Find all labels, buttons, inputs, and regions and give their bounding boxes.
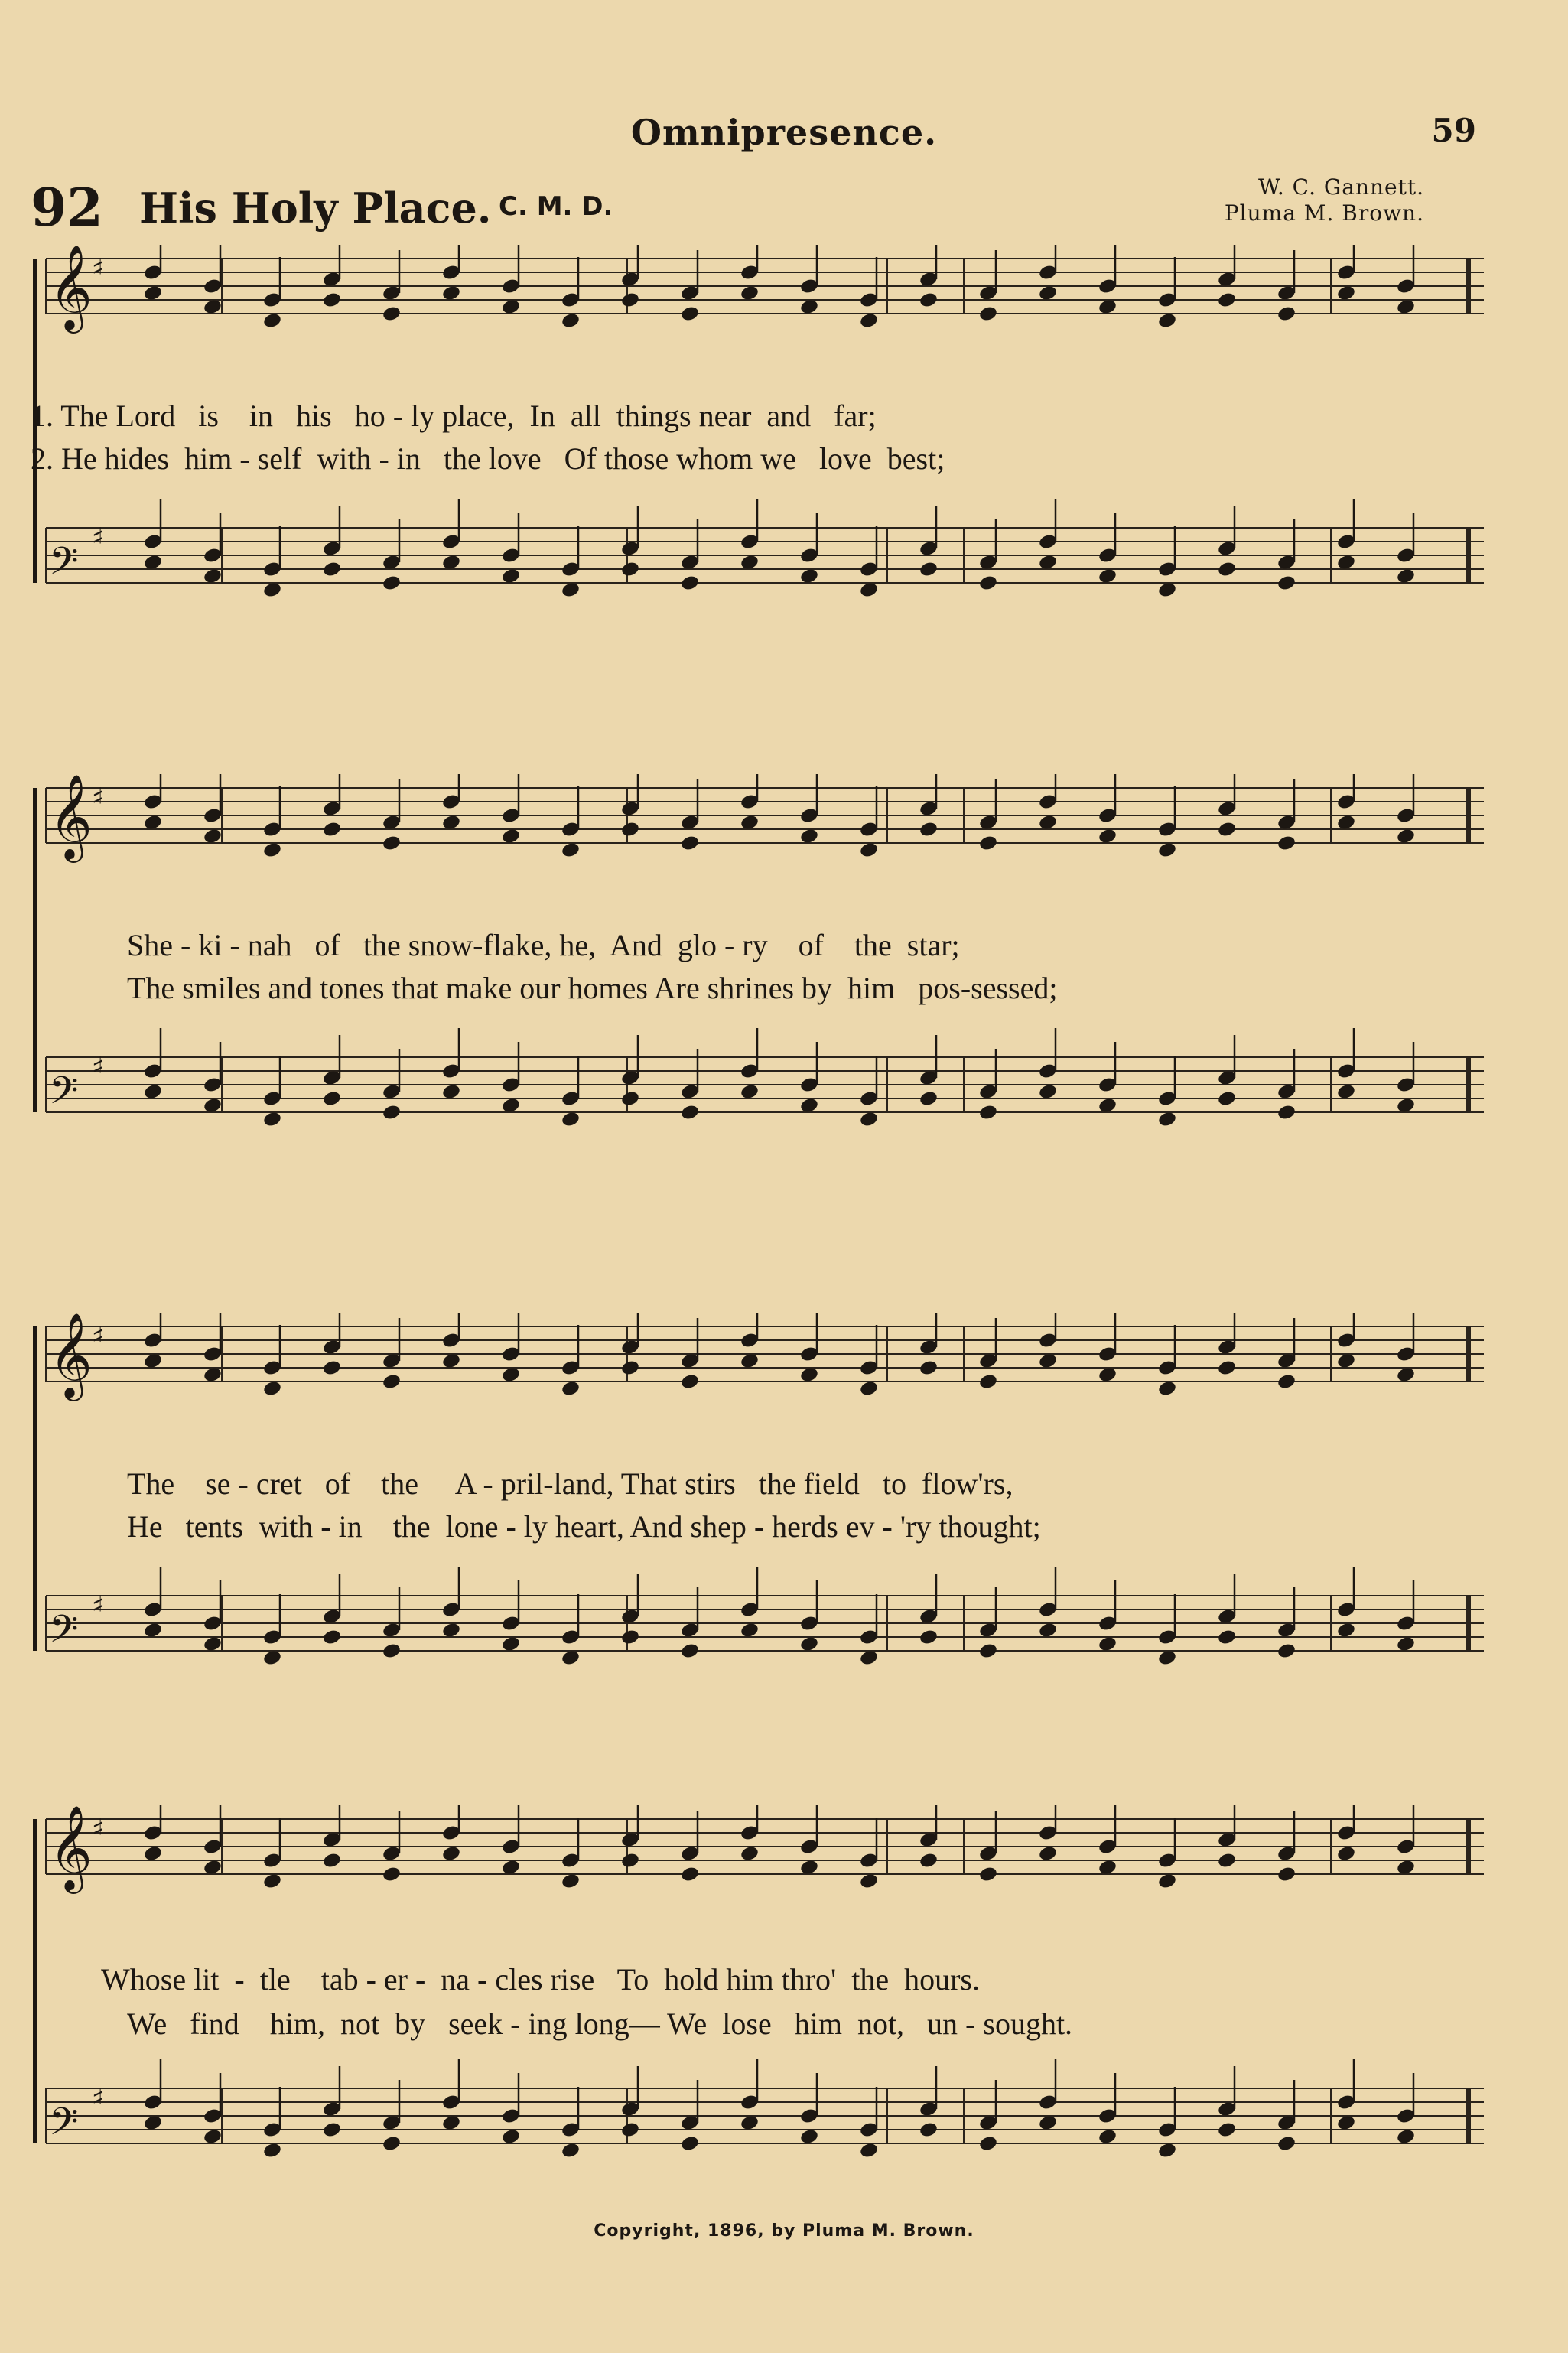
lyric-verse-1: 1. The Lord is in his ho - ly place, In all things near and far;: [31, 399, 877, 433]
note-head: [143, 554, 163, 571]
note-head: [322, 561, 342, 578]
note-head: [799, 1366, 819, 1384]
note-head: [799, 1097, 819, 1115]
note-head: [203, 1097, 223, 1115]
note-head: [441, 1352, 461, 1370]
note-head: [740, 554, 760, 571]
note-head: [1038, 814, 1058, 832]
note-head: [620, 2121, 640, 2139]
note-head: [1038, 1622, 1058, 1639]
note-head: [978, 1104, 998, 1121]
lyric-verse-1: She - ki - nah of the snow-flake, he, And glo - ry of the star;: [127, 928, 960, 962]
note-head: [978, 305, 998, 323]
note-head: [203, 1366, 223, 1384]
hymn-credits: [1225, 174, 1424, 226]
note-head: [203, 1859, 223, 1876]
bass-clef-icon: 𝄢: [49, 539, 79, 593]
note-head: [978, 1642, 998, 1660]
note-head: [1217, 291, 1237, 309]
note-head: [620, 1852, 640, 1870]
note-head: [143, 2114, 163, 2132]
note-head: [978, 1866, 998, 1883]
running-title: Omnipresence.: [630, 112, 938, 153]
note-head: [203, 828, 223, 845]
note-head: [620, 291, 640, 309]
music-system-1: [31, 245, 1484, 673]
note-head: [859, 1380, 879, 1398]
note-head: [978, 835, 998, 852]
lyric-verse-2: 2. He hides him - self with - in the love Of those whom we love best;: [31, 441, 945, 476]
note-head: [501, 298, 521, 316]
note-head: [978, 574, 998, 592]
note-head: [1277, 1642, 1296, 1660]
note-head: [382, 1866, 402, 1883]
note-head: [1336, 1083, 1356, 1101]
note-head: [1336, 1845, 1356, 1863]
note-head: [441, 2114, 461, 2132]
hymn-number: 92: [31, 177, 103, 239]
note-head: [561, 1380, 581, 1398]
note-head: [1396, 1635, 1416, 1653]
note-head: [1098, 1097, 1117, 1115]
note-head: [143, 1845, 163, 1863]
note-head: [322, 2121, 342, 2139]
note-head: [740, 285, 760, 302]
note-head: [978, 2135, 998, 2153]
note-head: [501, 1859, 521, 1876]
note-head: [561, 841, 581, 859]
note-head: [322, 1629, 342, 1646]
note-head: [561, 312, 581, 330]
hymn-meter: C. M. D.: [499, 191, 613, 222]
music-system-3: [31, 1313, 1484, 1741]
note-head: [262, 2142, 282, 2159]
note-head: [799, 2128, 819, 2146]
note-head: [143, 814, 163, 832]
sharp-icon: ♯: [92, 522, 105, 553]
note-head: [740, 1352, 760, 1370]
note-head: [1217, 561, 1237, 578]
note-head: [382, 1642, 402, 1660]
note-head: [382, 574, 402, 592]
note-head: [859, 312, 879, 330]
music-system-2: [31, 774, 1484, 1203]
note-head: [262, 312, 282, 330]
note-head: [322, 821, 342, 838]
note-head: [680, 1373, 700, 1391]
note-head: [620, 821, 640, 838]
note-head: [561, 1873, 581, 1890]
note-head: [1277, 574, 1296, 592]
music-system-4: [31, 1805, 1484, 2234]
note-head: [1098, 2128, 1117, 2146]
note-head: [1098, 568, 1117, 585]
note-head: [859, 1649, 879, 1667]
composer-credit: Pluma M. Brown.: [1224, 200, 1424, 226]
note-head: [441, 285, 461, 302]
page-number: 59: [1431, 112, 1476, 149]
note-head: [382, 1104, 402, 1121]
note-head: [620, 1629, 640, 1646]
bass-clef-icon: 𝄢: [49, 1069, 79, 1122]
note-head: [1157, 312, 1177, 330]
note-head: [143, 1083, 163, 1101]
note-head: [1098, 1366, 1117, 1384]
bass-clef-icon: 𝄢: [49, 1607, 79, 1661]
note-head: [203, 298, 223, 316]
note-head: [143, 285, 163, 302]
lyric-verse-2: We find him, not by seek - ing long— We lose him not, un - sought.: [127, 2006, 1073, 2041]
note-head: [441, 1622, 461, 1639]
treble-clef-icon: 𝄞: [49, 774, 93, 859]
note-head: [1157, 581, 1177, 599]
note-head: [561, 581, 581, 599]
note-head: [680, 305, 700, 323]
note-head: [740, 1845, 760, 1863]
note-head: [501, 1635, 521, 1653]
note-head: [680, 1642, 700, 1660]
note-head: [1217, 1090, 1237, 1108]
note-head: [919, 291, 939, 309]
hymn-title: His Holy Place.: [139, 184, 492, 233]
note-head: [1098, 828, 1117, 845]
note-head: [262, 1380, 282, 1398]
note-head: [919, 1852, 939, 1870]
note-head: [1217, 1852, 1237, 1870]
note-head: [501, 568, 521, 585]
note-head: [1098, 298, 1117, 316]
note-head: [441, 814, 461, 832]
note-head: [501, 1097, 521, 1115]
note-head: [262, 841, 282, 859]
note-head: [799, 1859, 819, 1876]
note-head: [501, 1366, 521, 1384]
note-head: [1396, 1859, 1416, 1876]
note-head: [501, 828, 521, 845]
sharp-icon: ♯: [92, 1052, 105, 1082]
sharp-icon: ♯: [92, 783, 105, 813]
note-head: [1217, 821, 1237, 838]
note-head: [680, 835, 700, 852]
note-head: [978, 1373, 998, 1391]
note-head: [143, 1352, 163, 1370]
note-head: [382, 1373, 402, 1391]
note-head: [382, 2135, 402, 2153]
note-head: [1336, 554, 1356, 571]
note-head: [322, 1359, 342, 1377]
copyright-notice: Copyright, 1896, by Pluma M. Brown.: [594, 2221, 974, 2241]
note-head: [1157, 1873, 1177, 1890]
note-head: [740, 814, 760, 832]
note-head: [262, 1649, 282, 1667]
note-head: [919, 1629, 939, 1646]
sharp-icon: ♯: [92, 1814, 105, 1844]
note-head: [143, 1622, 163, 1639]
note-head: [680, 574, 700, 592]
note-head: [919, 1359, 939, 1377]
note-head: [1396, 298, 1416, 316]
note-head: [1157, 1111, 1177, 1128]
note-head: [1396, 1366, 1416, 1384]
note-head: [1217, 1359, 1237, 1377]
note-head: [1336, 285, 1356, 302]
note-head: [1277, 1104, 1296, 1121]
lyric-verse-1: The se - cret of the A - pril-land, That stirs the field to flow'rs,: [127, 1466, 1013, 1501]
note-head: [740, 2114, 760, 2132]
note-head: [1396, 828, 1416, 845]
sharp-icon: ♯: [92, 1321, 105, 1352]
note-head: [203, 1635, 223, 1653]
note-head: [740, 1622, 760, 1639]
note-head: [859, 1111, 879, 1128]
note-head: [1038, 1083, 1058, 1101]
author-credit: W. C. Gannett.: [1257, 174, 1424, 200]
note-head: [1336, 1622, 1356, 1639]
note-head: [1277, 1373, 1296, 1391]
note-head: [859, 841, 879, 859]
note-head: [1157, 841, 1177, 859]
sharp-icon: ♯: [92, 253, 105, 284]
note-head: [919, 561, 939, 578]
note-head: [322, 1090, 342, 1108]
note-head: [561, 2142, 581, 2159]
note-head: [1157, 2142, 1177, 2159]
bass-clef-icon: 𝄢: [49, 2100, 79, 2153]
note-head: [919, 821, 939, 838]
note-head: [620, 561, 640, 578]
note-head: [1336, 2114, 1356, 2132]
note-head: [919, 1090, 939, 1108]
note-head: [1217, 1629, 1237, 1646]
note-head: [799, 828, 819, 845]
note-head: [382, 305, 402, 323]
lyric-verse-2: He tents with - in the lone - ly heart, And shep - herds ev - 'ry thought;: [127, 1509, 1041, 1544]
note-head: [441, 1083, 461, 1101]
note-head: [203, 568, 223, 585]
note-head: [1038, 285, 1058, 302]
lyric-verse-2: The smiles and tones that make our homes Are shrines by him pos-sessed;: [127, 971, 1058, 1005]
note-head: [561, 1111, 581, 1128]
note-head: [1157, 1380, 1177, 1398]
note-head: [1396, 1097, 1416, 1115]
note-head: [1277, 305, 1296, 323]
treble-clef-icon: 𝄞: [49, 1805, 93, 1890]
note-head: [1336, 1352, 1356, 1370]
treble-clef-icon: 𝄞: [49, 245, 93, 330]
note-head: [262, 1111, 282, 1128]
note-head: [1098, 1859, 1117, 1876]
lyric-verse-1: Whose lit - tle tab - er - na - cles rise To hold him thro' the hours.: [101, 1962, 980, 1997]
note-head: [1277, 835, 1296, 852]
note-head: [1277, 2135, 1296, 2153]
note-head: [1217, 2121, 1237, 2139]
note-head: [262, 1873, 282, 1890]
sharp-icon: ♯: [92, 1590, 105, 1621]
sharp-icon: ♯: [92, 2083, 105, 2114]
note-head: [1038, 1352, 1058, 1370]
note-head: [1038, 2114, 1058, 2132]
note-head: [799, 1635, 819, 1653]
note-head: [620, 1090, 640, 1108]
note-head: [680, 2135, 700, 2153]
note-head: [441, 554, 461, 571]
note-head: [1098, 1635, 1117, 1653]
note-head: [203, 2128, 223, 2146]
note-head: [680, 1866, 700, 1883]
note-head: [1396, 568, 1416, 585]
note-head: [799, 568, 819, 585]
note-head: [1336, 814, 1356, 832]
note-head: [859, 2142, 879, 2159]
note-head: [859, 581, 879, 599]
treble-clef-icon: 𝄞: [49, 1313, 93, 1398]
note-head: [620, 1359, 640, 1377]
note-head: [262, 581, 282, 599]
note-head: [919, 2121, 939, 2139]
note-head: [680, 1104, 700, 1121]
note-head: [441, 1845, 461, 1863]
note-head: [740, 1083, 760, 1101]
note-head: [1038, 554, 1058, 571]
note-head: [1396, 2128, 1416, 2146]
note-head: [1038, 1845, 1058, 1863]
note-head: [322, 291, 342, 309]
note-head: [859, 1873, 879, 1890]
note-head: [1157, 1649, 1177, 1667]
note-head: [382, 835, 402, 852]
note-head: [501, 2128, 521, 2146]
note-head: [1277, 1866, 1296, 1883]
note-head: [561, 1649, 581, 1667]
note-head: [799, 298, 819, 316]
note-head: [322, 1852, 342, 1870]
